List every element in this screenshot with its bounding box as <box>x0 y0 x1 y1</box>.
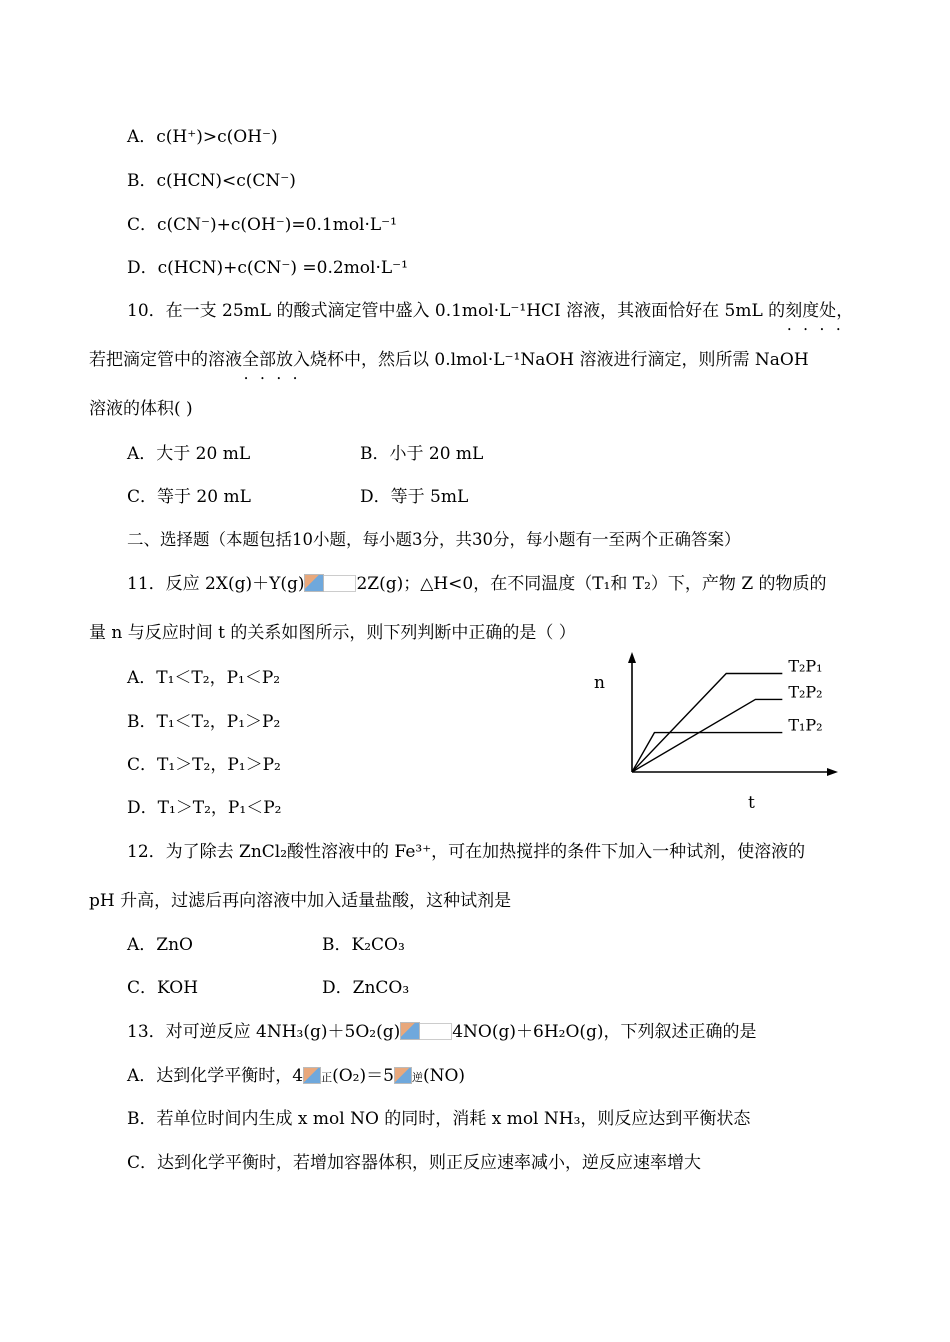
q13-line1-text-b: 4NO(g)＋6H₂O(g)，下列叙述正确的是 <box>452 1022 757 1042</box>
q13-a-sub-reverse: 逆 <box>411 1071 423 1084</box>
q13-stem-line1 <box>127 1021 757 1043</box>
q11-option-a: A．T₁＜T₂，P₁＜P₂ <box>127 668 281 688</box>
q13-option-b: B．若单位时间内生成 x mol NO 的同时，消耗 x mol NH₃，则反应达到平衡状态 <box>127 1109 751 1129</box>
series-label-2: T₂P₂ <box>788 682 823 702</box>
x-axis-arrow <box>827 768 838 776</box>
q12-option-d: D．ZnCO₃ <box>322 978 410 998</box>
series-label-3: T₁P₂ <box>788 715 823 735</box>
q10-stem-line2 <box>89 349 809 371</box>
q9-option-d: D．c(HCN)+c(CN⁻) =0.2mol·L⁻¹ <box>127 258 408 278</box>
q10-option-b: B．小于 20 mL <box>360 444 484 464</box>
q11-option-b: B．T₁＜T₂，P₁＞P₂ <box>127 712 281 732</box>
q13-line1-text-a: 13．对可逆反应 4NH₃(g)＋5O₂(g) <box>127 1022 401 1042</box>
q12-option-b: B．K₂CO₃ <box>322 935 405 955</box>
q12-option-c: C．KOH <box>127 978 199 998</box>
q13-option-a <box>127 1065 465 1089</box>
q11-stem-line1 <box>127 573 827 595</box>
broken-image-icon <box>400 1022 420 1040</box>
q10-line1-text: 10．在一支 25mL 的酸式滴定管中盛入 0.1mol·L⁻¹HCI 溶液，其液面恰好在 5mL 的 <box>127 301 786 321</box>
q9-option-b: B．c(HCN)<c(CN⁻) <box>127 171 296 191</box>
q12-stem-line2: pH 升高，过滤后再向溶液中加入适量盐酸，这种试剂是 <box>89 891 512 911</box>
broken-image-icon <box>304 574 324 592</box>
q10-option-c: C．等于 20 mL <box>127 487 251 507</box>
broken-image-icon <box>303 1067 321 1084</box>
image-placeholder-box <box>324 575 356 592</box>
q10-line2-text-a: 若把滴定管中的溶液 <box>89 350 242 370</box>
q11-option-d: D．T₁＞T₂，P₁＜P₂ <box>127 798 282 818</box>
q10-line1-end: ， <box>836 301 854 321</box>
q11-chart <box>580 652 823 822</box>
q10-stem-line1 <box>127 300 853 322</box>
q10-stem-line3: 溶液的体积( ) <box>89 399 193 419</box>
series-line-1 <box>632 674 782 772</box>
q12-option-a: A．ZnO <box>127 935 193 955</box>
section-heading: 二、选择题（本题包括10小题，每小题3分，共30分，每小题有一至两个正确答案） <box>127 530 741 549</box>
q13-a-text-1: A．达到化学平衡时，4 <box>127 1066 304 1086</box>
image-placeholder-box <box>420 1023 452 1040</box>
y-axis-label: n <box>594 673 605 693</box>
y-axis-arrow <box>628 652 636 663</box>
q11-line1-text-a: 11．反应 2X(g)＋Y(g) <box>127 574 305 594</box>
broken-image-icon <box>394 1067 412 1084</box>
q9-option-a: A．c(H⁺)>c(OH⁻) <box>127 127 278 147</box>
q13-a-text-3: (NO) <box>422 1066 466 1086</box>
series-label-1: T₂P₁ <box>788 656 823 676</box>
q10-option-a: A．大于 20 mL <box>127 444 251 464</box>
x-axis-label: t <box>748 793 755 813</box>
q13-a-text-2: (O₂)＝5 <box>332 1066 394 1086</box>
q10-option-d: D．等于 5mL <box>360 487 469 507</box>
q9-option-c: C．c(CN⁻)+c(OH⁻)=0.1mol·L⁻¹ <box>127 215 397 235</box>
q11-stem-line2: 量 n 与反应时间 t 的关系如图所示，则下列判断中正确的是（ ） <box>89 623 576 643</box>
q11-option-c: C．T₁＞T₂，P₁＞P₂ <box>127 755 281 775</box>
series-line-2 <box>632 699 782 772</box>
q10-emphasis-1: 刻度处 • • • • <box>785 301 836 321</box>
q13-option-c: C．达到化学平衡时，若增加容器体积，则正反应速率减小，逆反应速率增大 <box>127 1153 702 1173</box>
q13-a-sub-forward: 正 <box>321 1071 333 1084</box>
q10-line2-text-b: 烧杯中，然后以 0.lmol·L⁻¹NaOH 溶液进行滴定，则所需 NaOH <box>310 350 809 370</box>
q12-stem-line1: 12．为了除去 ZnCl₂酸性溶液中的 Fe³⁺，可在加热搅拌的条件下加入一种试剂，使溶液的 <box>127 842 806 862</box>
series-line-3 <box>632 733 782 772</box>
q11-line1-text-b: 2Z(g)；△H<0，在不同温度（T₁和 T₂）下，产物 Z 的物质的 <box>356 574 827 594</box>
q10-emphasis-2: 全部放入 • • • • <box>242 350 310 370</box>
